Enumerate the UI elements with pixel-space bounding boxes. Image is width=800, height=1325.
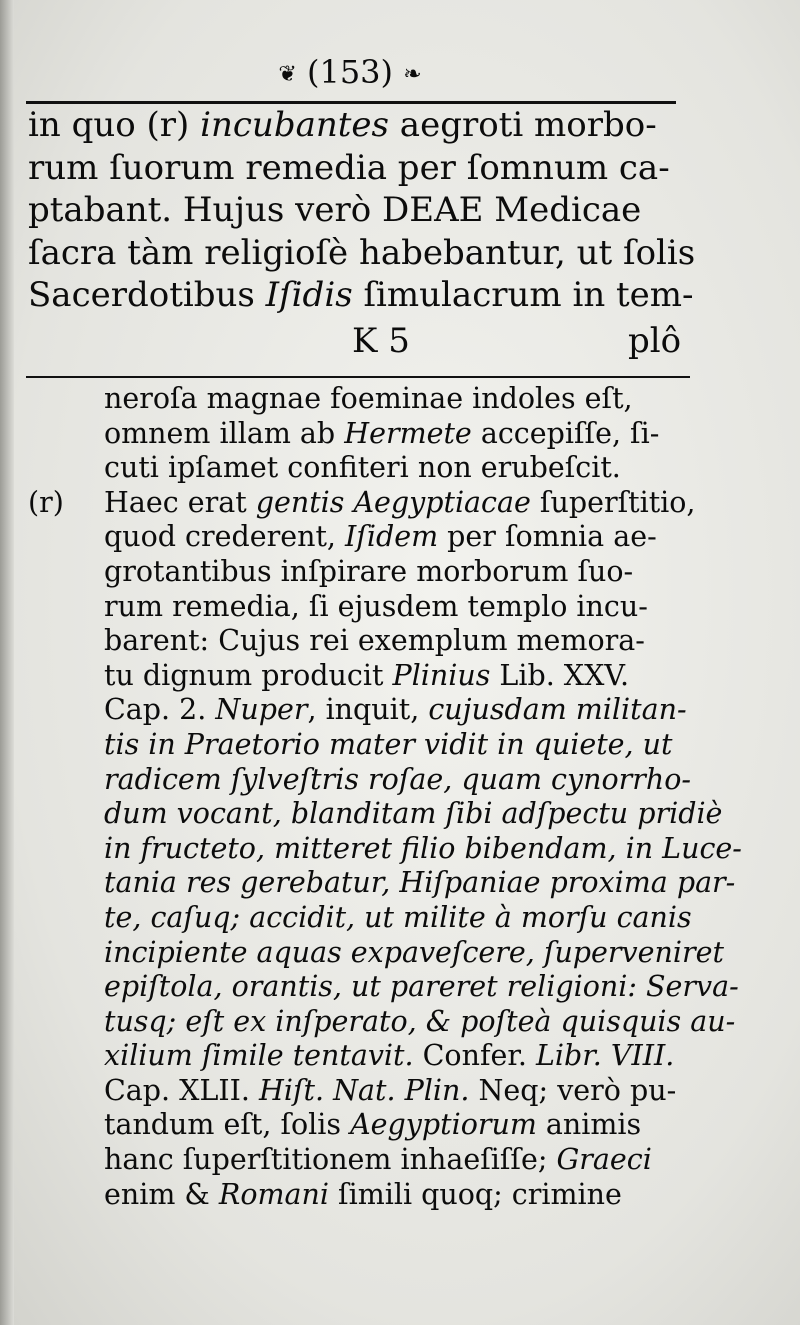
footnote-line xyxy=(28,486,712,521)
footnote-rule xyxy=(26,376,690,378)
footnote-line xyxy=(28,382,712,417)
text-run: ſimili quoq; crimine xyxy=(328,1177,622,1211)
italic-text-run: gentis Aegyptiacae xyxy=(255,485,531,519)
footnote-line xyxy=(28,451,712,486)
text-run: per ſomnia ae- xyxy=(438,520,657,554)
footnote-line xyxy=(28,763,712,798)
page-header xyxy=(0,52,700,95)
italic-text-run: Graeci xyxy=(556,1143,652,1177)
italic-text-run: Iſidem xyxy=(345,520,439,554)
text-run: Cap. 2. xyxy=(104,693,216,727)
page-number: (153) xyxy=(306,53,394,91)
footnote-label: (r) xyxy=(28,485,64,519)
text-run: , inquit, xyxy=(307,693,429,727)
main-text-line xyxy=(28,147,690,190)
italic-text-run: Iſidis xyxy=(265,275,353,315)
text-run: ſacra tàm religioſè habebantur, ut ſolis xyxy=(28,232,696,273)
catchword: plô xyxy=(628,321,682,361)
text-run: tandum eſt, ſolis xyxy=(104,1108,351,1142)
signature-mark: K 5 xyxy=(352,321,410,361)
text-run: omnem illam ab xyxy=(104,416,345,450)
text-run: animis xyxy=(536,1108,642,1142)
text-run: neroſa magnae foeminae indoles eſt, xyxy=(104,382,633,415)
page-gutter-shadow xyxy=(0,0,14,1325)
italic-text-run: Nuper xyxy=(215,693,308,727)
main-text-line xyxy=(28,232,696,275)
text-run: aegroti morbo- xyxy=(389,105,657,145)
text-run: barent: Cujus rei exemplum memora- xyxy=(104,624,645,658)
footnote-line xyxy=(28,1178,712,1213)
footnote-line xyxy=(28,1004,736,1040)
footnote-line xyxy=(28,970,739,1005)
text-run: rum ſuorum remedia per ſomnum ca- xyxy=(28,147,670,188)
text-run: quod crederent, xyxy=(104,520,346,554)
main-text-line xyxy=(28,274,694,317)
right-ornament-icon: ❧ xyxy=(403,61,422,87)
footnote-line xyxy=(28,728,712,763)
italic-text-run: Libr. VIII. xyxy=(535,1039,675,1073)
italic-text-run: xilium ſimile tentavit. xyxy=(104,1039,414,1073)
left-ornament-icon: ❦ xyxy=(278,61,297,87)
italic-text-run: Romani xyxy=(218,1177,329,1211)
italic-text-run: dum vocant, blanditam ſibi adſpectu pridiè xyxy=(104,797,723,831)
footnote-line xyxy=(28,693,712,728)
italic-text-run: radicem ſylveſtris roſae, quam cynorrho- xyxy=(104,762,691,796)
footnote-line xyxy=(28,417,712,452)
italic-text-run: Hermete xyxy=(344,416,472,450)
main-text-line xyxy=(28,104,690,147)
italic-text-run: tis in Praetorio mater vidit in quiete, ut xyxy=(104,727,673,761)
text-run: in quo (r) xyxy=(28,105,201,145)
text-run: Lib. XXV. xyxy=(490,658,630,692)
text-run: ſimulacrum in tem- xyxy=(352,275,694,315)
footnote-line xyxy=(28,1039,712,1074)
footnote-line xyxy=(28,901,712,936)
text-run: cuti ipſamet confiteri non erubeſcit. xyxy=(104,451,621,485)
main-text-line xyxy=(28,189,690,232)
text-run: tu dignum producit xyxy=(104,658,393,692)
text-run: rum remedia, ſi ejusdem templo incu- xyxy=(104,589,648,623)
footnote-block xyxy=(28,382,742,1212)
italic-text-run: cujusdam militan- xyxy=(428,693,687,727)
text-run: ſuperſtitio, xyxy=(530,485,696,519)
footnote-line xyxy=(28,659,712,694)
italic-text-run: Aegyptiorum xyxy=(350,1108,537,1142)
footnote-line xyxy=(28,590,712,625)
text-run: enim & xyxy=(104,1177,219,1211)
italic-text-run: tania res gerebatur, Hiſpaniae proxima par- xyxy=(104,866,736,900)
text-run: grotantibus inſpirare morborum ſuo- xyxy=(104,554,634,588)
footnote-line xyxy=(28,1108,712,1143)
footnote-line xyxy=(28,797,723,832)
footnote-line xyxy=(28,1074,712,1109)
italic-text-run: incubantes xyxy=(200,105,389,145)
italic-text-run: incipiente aquas expaveſcere, ſuperveniret xyxy=(104,935,724,969)
text-run: accepiſſe, ſi- xyxy=(471,416,660,450)
italic-text-run: in fructeto, mitteret filio bibendam, in Luce- xyxy=(104,831,742,865)
text-run: Confer. xyxy=(413,1039,536,1073)
text-run: Sacerdotibus xyxy=(28,275,266,315)
italic-text-run: tusq; eſt ex inſperato, & poſteà quisquis au- xyxy=(104,1004,736,1038)
italic-text-run: Hiſt. Nat. Plin. xyxy=(259,1073,470,1107)
text-run: ptabant. Hujus verò DEAE Medicae xyxy=(28,190,642,230)
text-run: Haec erat xyxy=(104,485,256,519)
footnote-line xyxy=(28,624,712,659)
footnote-line xyxy=(28,831,742,867)
text-run: Cap. XLII. xyxy=(104,1073,260,1107)
footnote-line xyxy=(28,555,712,590)
italic-text-run: te, caſuq; accidit, ut milite à morſu canis xyxy=(104,900,692,934)
main-text-block xyxy=(28,104,696,317)
italic-text-run: Plinius xyxy=(392,658,491,692)
footnote-line xyxy=(28,1143,712,1178)
text-run: hanc ſuperſtitionem inhaeſiſſe; xyxy=(104,1143,557,1177)
text-run: Neq; verò pu- xyxy=(469,1073,677,1107)
footnote-line xyxy=(28,866,736,901)
italic-text-run: epiſtola, orantis, ut pareret religioni: Serva- xyxy=(104,970,739,1004)
footnote-line xyxy=(28,520,712,555)
footnote-line xyxy=(28,935,724,971)
